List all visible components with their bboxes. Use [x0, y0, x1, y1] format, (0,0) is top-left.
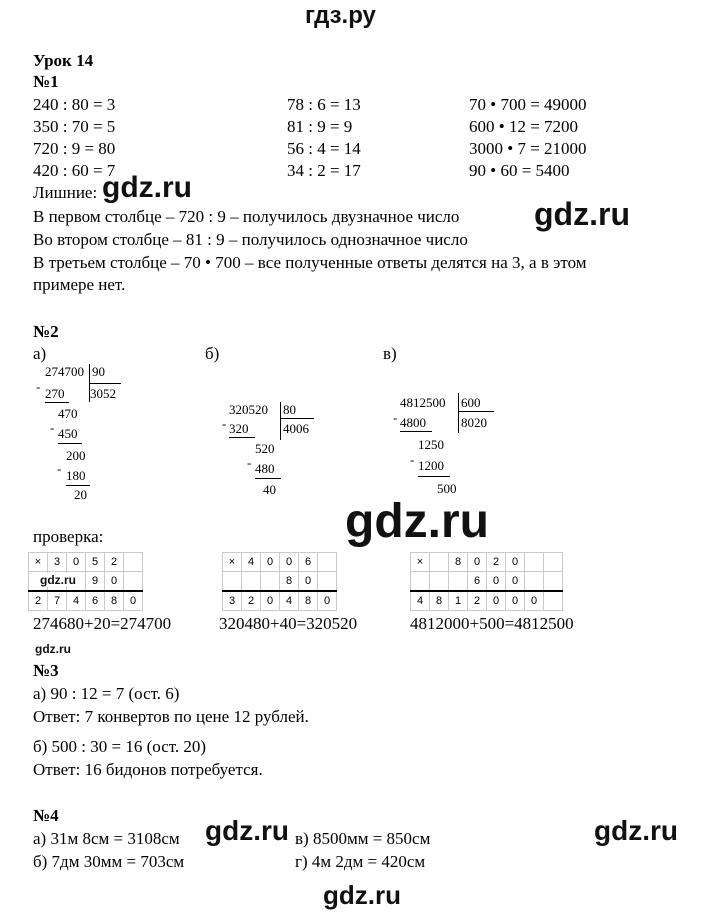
div-a-divisor: 90 [92, 364, 105, 379]
div-b-sub1: 320 [229, 421, 249, 436]
div-c-quotient: 8020 [461, 415, 487, 430]
site-header: гдз.ру [305, 2, 376, 29]
watermark-small-2: gdz.ru [35, 642, 71, 656]
check-grid-a: × 3 0 5 2 9 0 2 7 4 6 8 0 [28, 552, 143, 611]
t2-label-b: б) [205, 344, 220, 363]
div-c-sub1: 4800 [400, 415, 426, 430]
t1-col1-row1: 240 : 80 = 3 [33, 95, 116, 114]
div-a-dividend: 274700 [45, 364, 84, 379]
t1-explain-2: Во втором столбце – 81 : 9 – получилось однозначное число [33, 230, 468, 249]
t1-col3-row4: 90 • 60 = 5400 [469, 161, 570, 180]
check-label: проверка: [33, 527, 104, 546]
t1-col1-row3: 720 : 9 = 80 [33, 139, 116, 158]
t4-item-d: г) 4м 2дм = 420см [295, 852, 426, 871]
div-c-dividend: 4812500 [400, 395, 446, 410]
task2-number: №2 [33, 322, 59, 341]
t1-col2-row1: 78 : 6 = 13 [287, 95, 361, 114]
t1-explain-1: В первом столбце – 720 : 9 – получилось двузначное число [33, 207, 460, 226]
t1-col2-row2: 81 : 9 = 9 [287, 117, 353, 136]
t4-item-c: в) 8500мм = 850см [295, 829, 431, 848]
watermark-2: gdz.ru [534, 196, 630, 232]
div-a-r2: 200 [66, 448, 86, 463]
div-c-rem: 500 [437, 481, 457, 496]
task3-number: №3 [33, 661, 59, 680]
div-c-divisor: 600 [461, 395, 481, 410]
watermark-4: gdz.ru [205, 815, 289, 846]
t1-col1-row4: 420 : 60 = 7 [33, 161, 116, 180]
t3-line-1: а) 90 : 12 = 7 (ост. 6) [33, 684, 180, 703]
t2-label-a: а) [33, 344, 47, 363]
t1-col2-row4: 34 : 2 = 17 [287, 161, 361, 180]
div-a-r1: 470 [58, 406, 78, 421]
t4-item-a: а) 31м 8см = 3108см [33, 829, 180, 848]
t1-col3-row2: 600 • 12 = 7200 [469, 117, 579, 136]
t3-line-4: Ответ: 16 бидонов потребуется. [33, 760, 263, 779]
check-grid-b: × 4 0 0 6 8 0 3 2 0 4 8 0 [222, 552, 337, 611]
div-b-s2: 480 [255, 461, 275, 476]
watermark-footer: gdz.ru [323, 880, 401, 910]
div-c-s2: 1200 [418, 458, 444, 473]
watermark-1: gdz.ru [102, 171, 192, 204]
div-b-rem: 40 [263, 482, 276, 497]
div-b-dividend: 320520 [229, 402, 268, 417]
t1-col3-row3: 3000 • 7 = 21000 [469, 139, 587, 158]
t3-line-2: Ответ: 7 конвертов по цене 12 рублей. [33, 707, 309, 726]
div-b-quotient: 4006 [283, 421, 309, 436]
t2-label-c: в) [383, 344, 397, 363]
div-a-s2: 450 [58, 426, 78, 441]
check-b: 320480+40=320520 [219, 614, 358, 633]
t1-explain-4: примере нет. [33, 275, 126, 294]
div-b-r1: 520 [255, 441, 275, 456]
t3-line-3: б) 500 : 30 = 16 (ост. 20) [33, 737, 207, 756]
t4-item-b: б) 7дм 30мм = 703см [33, 852, 185, 871]
check-grid-c: × 8 0 2 0 6 0 0 4 8 1 2 0 0 0 [410, 552, 563, 611]
div-a-quotient: 3052 [90, 386, 116, 401]
t1-col1-row2: 350 : 70 = 5 [33, 117, 116, 136]
watermark-5: gdz.ru [594, 815, 678, 846]
grid-a-sign: × [29, 553, 48, 572]
div-a-rem: 20 [74, 487, 87, 502]
t1-explain-3: В третьем столбце – 70 • 700 – все полученные ответы делятся на 3, а в этом [33, 253, 587, 272]
check-a: 274680+20=274700 [33, 614, 172, 633]
t1-extra-label: Лишние: [33, 183, 98, 202]
div-c-r1: 1250 [418, 437, 444, 452]
t1-col2-row3: 56 : 4 = 14 [287, 139, 361, 158]
div-a-s3: 180 [66, 468, 86, 483]
task4-number: №4 [33, 806, 59, 825]
task1-number: №1 [33, 72, 59, 91]
lesson-title: Урок 14 [33, 51, 94, 70]
div-b-divisor: 80 [283, 402, 296, 417]
check-c: 4812000+500=4812500 [410, 614, 574, 633]
div-a-sub1: 270 [45, 386, 65, 401]
watermark-3: gdz.ru [345, 495, 489, 548]
t1-col3-row1: 70 • 700 = 49000 [469, 95, 587, 114]
watermark-small-1: gdz.ru [40, 573, 76, 587]
